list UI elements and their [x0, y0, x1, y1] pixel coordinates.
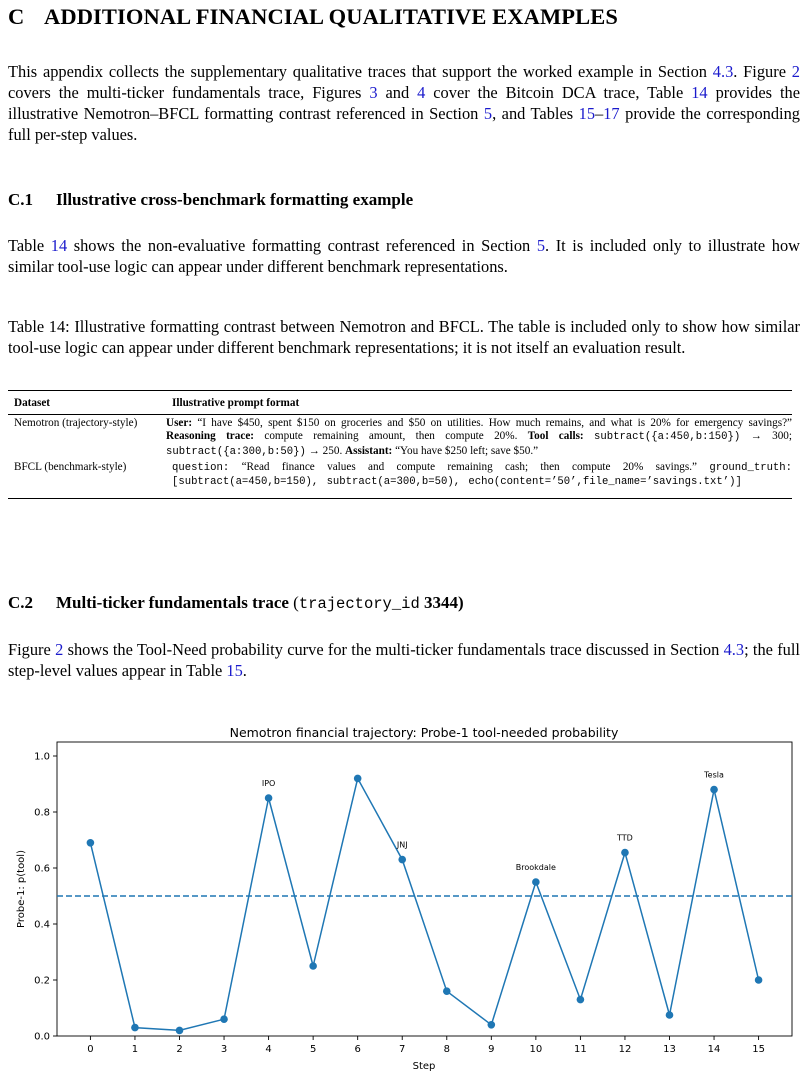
intro-text: . Figure: [733, 62, 792, 81]
x-tick-label: 2: [176, 1044, 183, 1055]
y-tick-label: 0.6: [34, 863, 50, 875]
x-axis-label: Step: [412, 1061, 436, 1072]
chart-title: Nemotron financial trajectory: Probe-1 tool-needed probability: [229, 725, 619, 740]
paren: ): [458, 593, 464, 612]
x-tick-label: 11: [574, 1044, 587, 1055]
appendix-title: ADDITIONAL FINANCIAL QUALITATIVE EXAMPLES: [44, 4, 618, 29]
x-tick-label: 1: [131, 1044, 139, 1055]
x-tick-label: 13: [663, 1044, 676, 1055]
y-tick-label: 0.2: [34, 975, 50, 987]
y-tick-label: 1.0: [34, 751, 50, 763]
subsection-c1-heading: [8, 190, 413, 210]
data-point: [354, 775, 362, 783]
figure-link[interactable]: 2: [791, 62, 800, 81]
data-point: [666, 1011, 674, 1019]
data-point: [443, 987, 451, 995]
subsection-title: Multi-ticker fundamentals trace: [56, 593, 289, 612]
annotation-label: Tesla: [704, 770, 724, 780]
row-format: [172, 461, 792, 489]
c2-paragraph: [8, 639, 800, 681]
question-text: “Read finance values and compute remaining cash; then compute 20% savings.”: [241, 460, 698, 473]
intro-text: –: [595, 104, 604, 123]
para-text: Table: [8, 236, 51, 255]
x-tick-label: 6: [354, 1044, 361, 1055]
x-tick-label: 3: [220, 1044, 228, 1055]
annotation-label: TTD: [617, 833, 633, 843]
tool-call: subtract({a:450,b:150}): [594, 431, 741, 444]
para-text: shows the non-evaluative formatting contrast referenced in Section: [67, 236, 537, 255]
section-link[interactable]: 5: [483, 104, 493, 123]
reasoning-text: compute remaining amount, then compute 20%.: [264, 430, 518, 443]
x-tick-label: 0: [87, 1044, 94, 1055]
y-tick-label: 0.0: [34, 1031, 50, 1043]
x-axis: [87, 1036, 765, 1055]
figure-link[interactable]: 3: [369, 83, 378, 102]
tool-call: subtract({a:300,b:50}): [166, 445, 306, 458]
annotation-label: JNJ: [396, 840, 408, 850]
para-text: . It is included only to illustrate how similar tool-use logic can appear under different benchmark representations.: [8, 236, 801, 276]
intro-text: and: [377, 83, 418, 102]
appendix-heading: [8, 4, 618, 30]
plot-frame: [57, 742, 792, 1036]
appendix-intro: [8, 61, 800, 145]
c1-paragraph: [8, 235, 800, 277]
data-point: [755, 976, 763, 984]
trajectory-id-label: trajectory_id: [298, 595, 420, 613]
table-link[interactable]: 14: [50, 236, 68, 255]
data-points: [87, 775, 763, 1035]
assistant-text: “You have $250 left; save $50.”: [395, 444, 539, 457]
x-tick-label: 10: [529, 1044, 543, 1055]
section-link[interactable]: 4.3: [723, 640, 745, 659]
data-point: [488, 1021, 496, 1029]
user-label: User:: [166, 417, 193, 430]
data-point: [131, 1024, 139, 1032]
appendix-number: C: [8, 4, 25, 29]
intro-text: provides the illustrative Nemotron–BFCL formatting contrast referenced in Section: [8, 83, 800, 123]
ground-truth-text: [subtract(a=450,b=150), subtract(a=300,b=50), echo(content=’50’,file_name=’savings.txt’)]: [172, 476, 742, 489]
x-tick-label: 12: [618, 1044, 632, 1055]
para-text: ; the full step-level values appear in Table: [8, 640, 800, 680]
formatting-table: [8, 390, 792, 499]
data-point: [220, 1015, 228, 1023]
x-tick-label: 7: [399, 1044, 406, 1055]
y-tick-label: 0.4: [34, 919, 50, 931]
data-point: [577, 996, 585, 1004]
data-point: [87, 839, 95, 847]
table-header: [8, 391, 792, 415]
reasoning-label: Reasoning trace:: [166, 430, 255, 443]
x-tick-label: 15: [752, 1044, 765, 1055]
subsection-c2-heading: [8, 593, 464, 613]
data-point: [309, 962, 317, 970]
table-link[interactable]: 17: [603, 104, 620, 123]
row-dataset: Nemotron (trajectory-style): [14, 417, 138, 430]
data-point: [398, 856, 406, 864]
trajectory-id-value: 3344: [424, 593, 459, 612]
para-text: Figure: [8, 640, 56, 659]
tool-calls-label: Tool calls:: [527, 430, 584, 443]
subsection-title: Illustrative cross-benchmark formatting example: [56, 190, 414, 209]
paren: (: [293, 593, 299, 612]
table-link[interactable]: 15: [578, 104, 596, 123]
section-link[interactable]: 5: [536, 236, 546, 255]
x-tick-label: 5: [309, 1044, 317, 1055]
tool-result: → 250.: [308, 444, 343, 457]
header-format: Illustrative prompt format: [172, 397, 300, 409]
figure-link[interactable]: 2: [55, 640, 64, 659]
user-text: “I have $450, spent $150 on groceries and $50 on utilities. How much remains, and what is 20% for emergency savings?”: [197, 417, 793, 430]
annotations: [262, 771, 724, 872]
intro-text: covers the multi-ticker fundamentals trace, Figures: [8, 83, 370, 102]
table-link[interactable]: 15: [226, 661, 243, 680]
annotation-label: IPO: [261, 779, 276, 788]
question-label: question:: [172, 461, 230, 474]
row-format: [166, 417, 792, 459]
data-point: [176, 1027, 184, 1035]
table-row: [8, 415, 792, 459]
figure-link[interactable]: 4: [417, 83, 426, 102]
y-axis-label: Probe-1: p(tool): [16, 850, 27, 928]
x-tick-label: 4: [265, 1044, 272, 1055]
subsection-number: C.1: [8, 190, 34, 209]
x-tick-label: 14: [707, 1044, 721, 1055]
table-row: [8, 459, 792, 498]
intro-text: This appendix collects the supplementary qualitative traces that support the worked example in Section: [8, 62, 713, 81]
table-caption: Table 14: Illustrative formatting contrast between Nemotron and BFCL. The table is included only to show how similar tool-use logic can appear under different benchmark representations; it is not itself an evaluation result.: [8, 317, 800, 357]
intro-text: cover the Bitcoin DCA trace, Table: [425, 83, 692, 102]
subsection-number: C.2: [8, 593, 34, 612]
x-tick-label: 8: [443, 1044, 450, 1055]
row-dataset: BFCL (benchmark-style): [14, 460, 127, 473]
para-text: shows the Tool-Need probability curve for the multi-ticker fundamentals trace discussed in Section: [63, 640, 724, 659]
header-dataset: Dataset: [14, 397, 51, 409]
assistant-label: Assistant:: [345, 444, 393, 457]
ground-truth-label: ground_truth:: [709, 461, 793, 474]
data-point: [265, 794, 273, 802]
intro-text: provide the corresponding full per-step values.: [8, 104, 801, 144]
data-point: [532, 878, 540, 886]
intro-text: , and Tables: [492, 104, 579, 123]
probability-chart: [0, 718, 807, 1078]
para-text: .: [242, 661, 247, 680]
series-line: [90, 778, 758, 1030]
x-tick-label: 9: [488, 1044, 495, 1055]
data-point: [710, 786, 718, 794]
section-link[interactable]: 4.3: [712, 62, 734, 81]
data-point: [621, 849, 629, 857]
table-link[interactable]: 14: [691, 83, 708, 102]
annotation-label: Brookdale: [515, 863, 556, 872]
y-tick-label: 0.8: [34, 807, 50, 819]
tool-result: → 300;: [750, 430, 792, 443]
y-axis: [34, 752, 57, 1043]
